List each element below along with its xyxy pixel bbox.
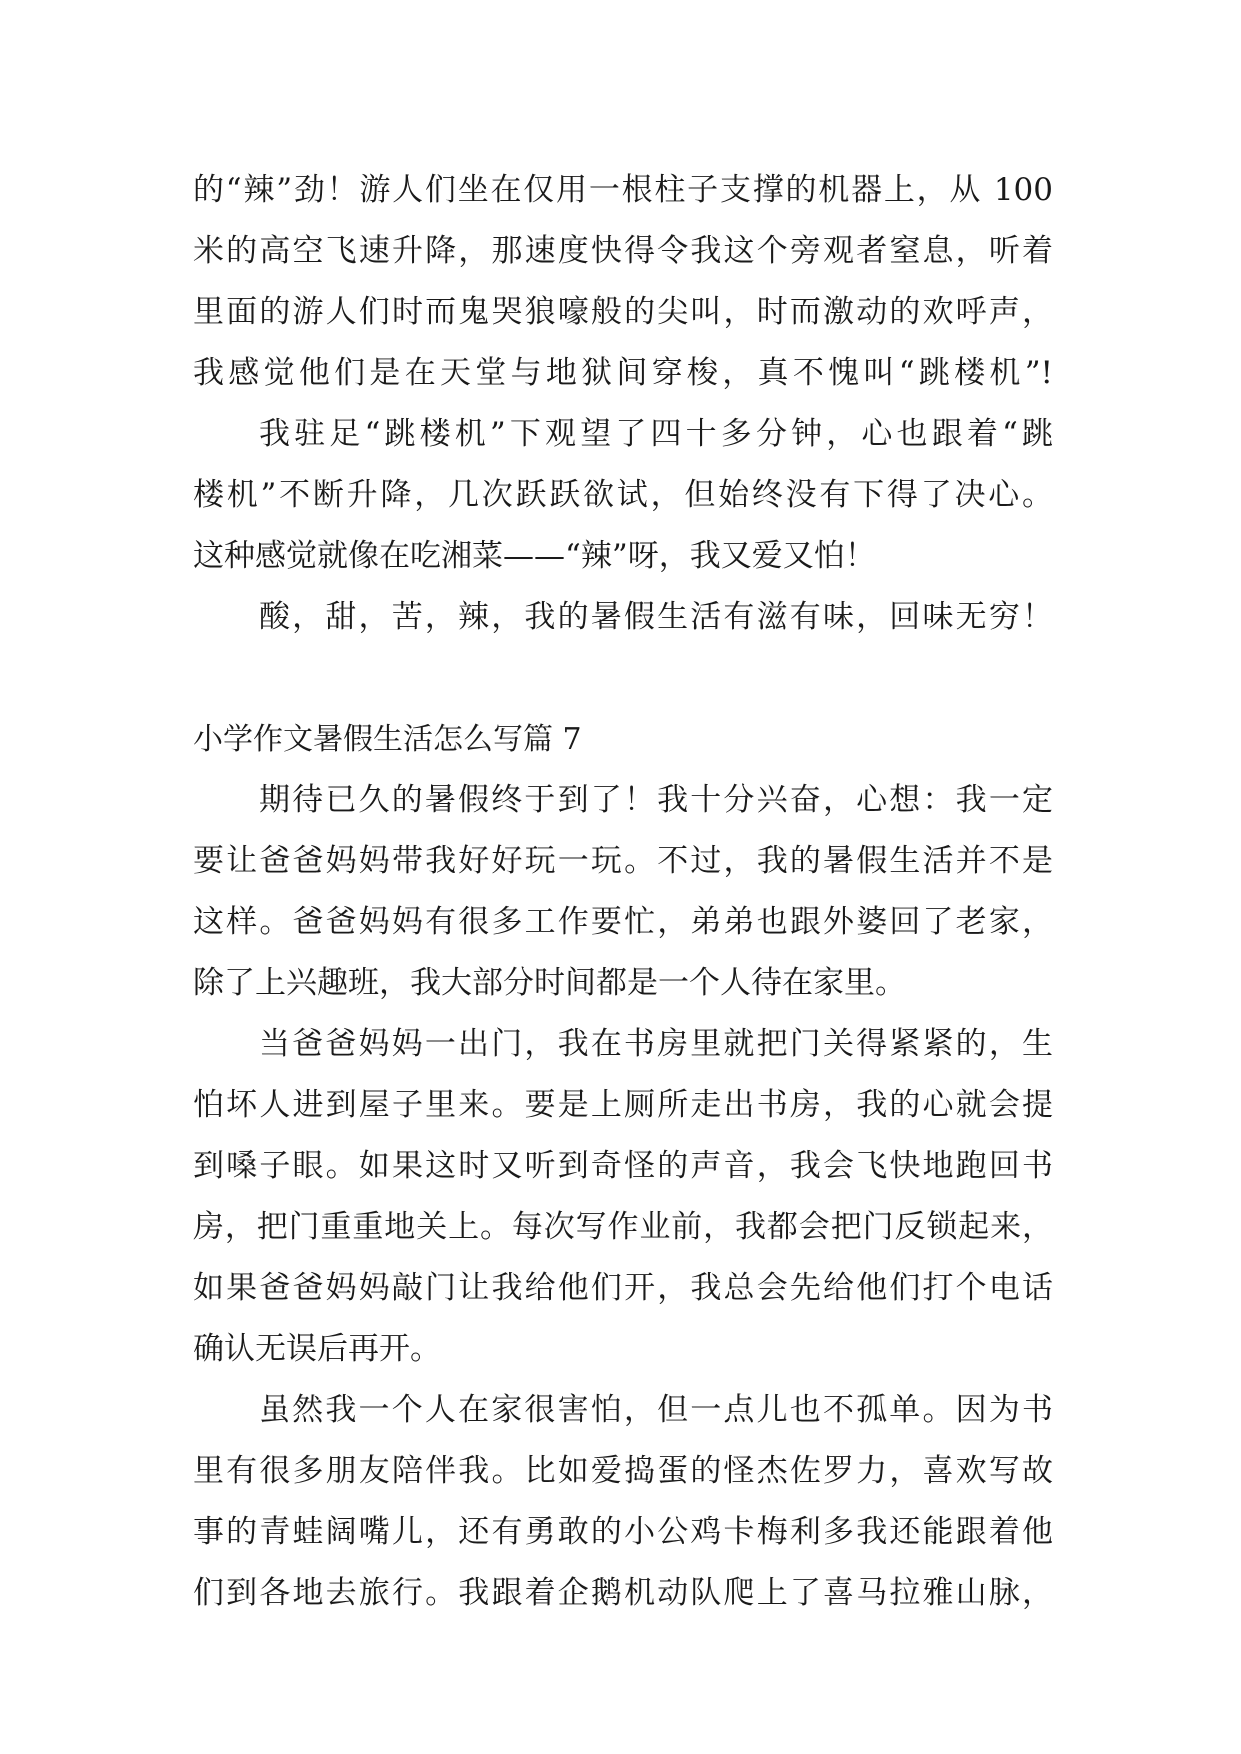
text-line: 房，把门重重地关上。每次写作业前，我都会把门反锁起来， bbox=[193, 1209, 1053, 1245]
paragraph bbox=[193, 160, 1053, 404]
text-line: 确认无误后再开。 bbox=[193, 1331, 441, 1367]
paragraph bbox=[193, 1014, 1053, 1380]
paragraph bbox=[193, 770, 1053, 1014]
text-line: 的“辣”劲！游人们坐在仅用一根柱子支撑的机器上，从 100 bbox=[193, 172, 1053, 208]
text-line: 里有很多朋友陪伴我。比如爱捣蛋的怪杰佐罗力，喜欢写故 bbox=[193, 1453, 1053, 1489]
section-title: 小学作文暑假生活怎么写篇 7 bbox=[193, 722, 582, 757]
paragraph bbox=[193, 1380, 1053, 1624]
text-line: 里面的游人们时而鬼哭狼嚎般的尖叫，时而激动的欢呼声， bbox=[193, 294, 1053, 330]
text-line: 事的青蛙阔嘴儿，还有勇敢的小公鸡卡梅利多我还能跟着他 bbox=[193, 1514, 1053, 1550]
text-line: 酸，甜，苦，辣，我的暑假生活有滋有味，回味无穷！ bbox=[259, 599, 1053, 635]
text-line: 们到各地去旅行。我跟着企鹅机动队爬上了喜马拉雅山脉， bbox=[193, 1575, 1053, 1611]
paragraph bbox=[193, 404, 1053, 587]
document-page bbox=[193, 160, 1053, 1624]
text-line: 到嗓子眼。如果这时又听到奇怪的声音，我会飞快地跑回书 bbox=[193, 1148, 1053, 1184]
text-line: 这样。爸爸妈妈有很多工作要忙，弟弟也跟外婆回了老家， bbox=[193, 904, 1053, 940]
text-line: 要让爸爸妈妈带我好好玩一玩。不过，我的暑假生活并不是 bbox=[193, 843, 1053, 879]
paragraph bbox=[193, 587, 1053, 648]
text-line: 虽然我一个人在家很害怕，但一点儿也不孤单。因为书 bbox=[259, 1392, 1053, 1428]
text-line: 怕坏人进到屋子里来。要是上厕所走出书房，我的心就会提 bbox=[193, 1087, 1053, 1123]
text-line: 我感觉他们是在天堂与地狱间穿梭，真不愧叫“跳楼机”! bbox=[193, 355, 1053, 391]
text-line: 这种感觉就像在吃湘菜——“辣”呀，我又爱又怕！ bbox=[193, 538, 876, 574]
text-line: 米的高空飞速升降，那速度快得令我这个旁观者窒息，听着 bbox=[193, 233, 1053, 269]
text-line: 楼机”不断升降，几次跃跃欲试，但始终没有下得了决心。 bbox=[193, 477, 1053, 513]
text-line: 期待已久的暑假终于到了！我十分兴奋，心想：我一定 bbox=[259, 782, 1053, 818]
text-line: 如果爸爸妈妈敲门让我给他们开，我总会先给他们打个电话 bbox=[193, 1270, 1053, 1306]
text-line: 当爸爸妈妈一出门，我在书房里就把门关得紧紧的，生 bbox=[259, 1026, 1053, 1062]
text-line: 我驻足“跳楼机”下观望了四十多分钟，心也跟着“跳 bbox=[259, 416, 1053, 452]
text-line: 除了上兴趣班，我大部分时间都是一个人待在家里。 bbox=[193, 965, 906, 1001]
section-gap bbox=[193, 648, 1053, 709]
